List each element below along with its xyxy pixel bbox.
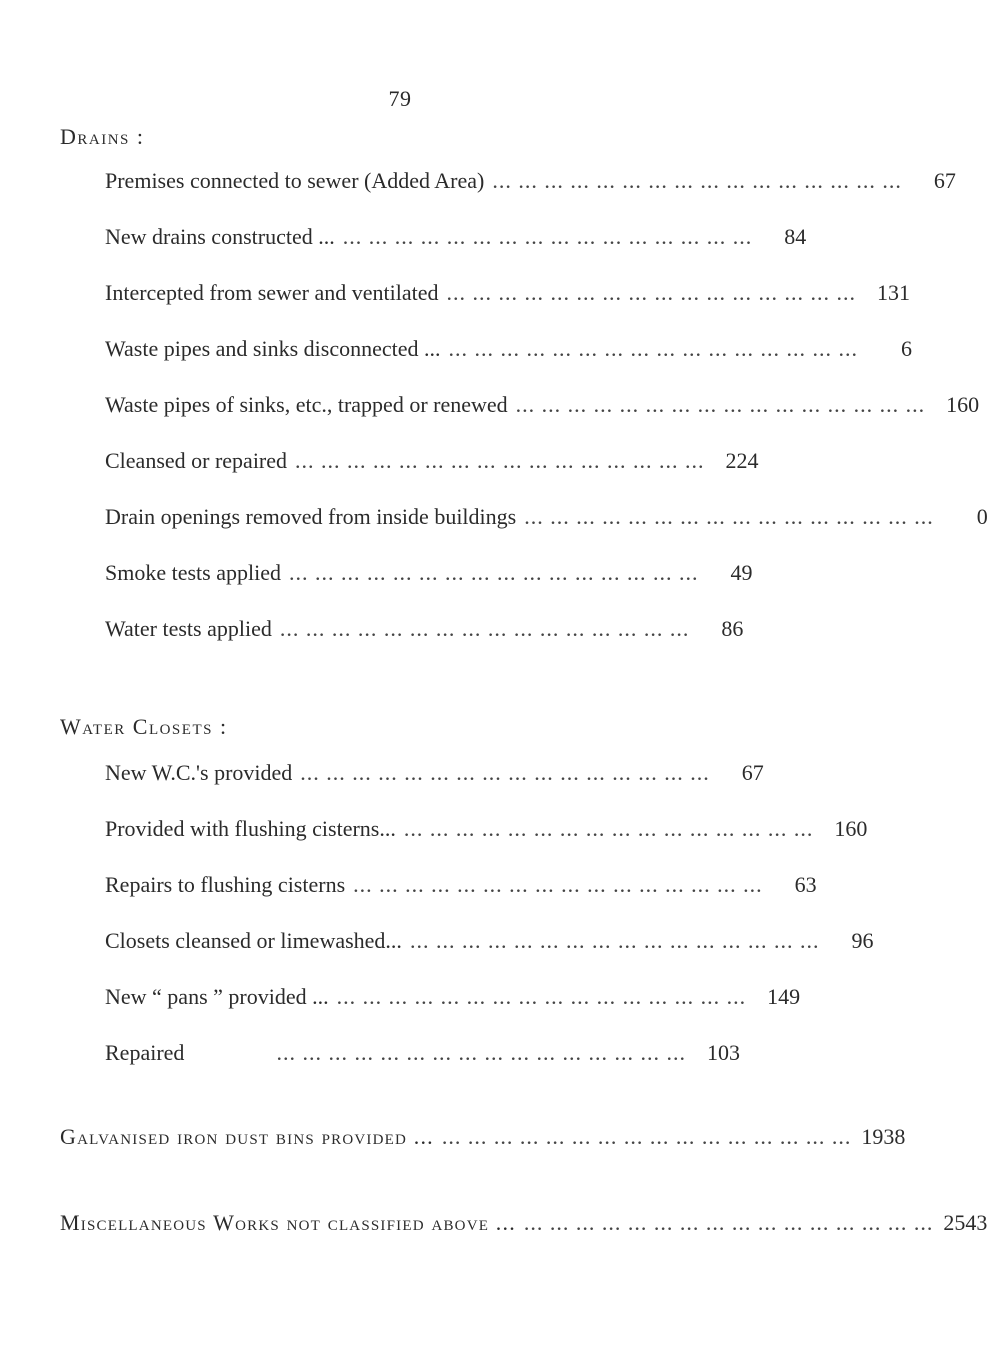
dot-leader: ... ... ... ... ... ... ... ... ... ... ... ... ... ... ... ... <box>409 928 820 953</box>
dot-leader: ... ... ... ... ... ... ... ... ... ... ... ... ... ... ... ... <box>524 504 934 529</box>
drains-row-intercepted <box>105 280 911 310</box>
wc-row-cistern-repairs <box>105 872 817 902</box>
row-value: 149 <box>767 984 801 1009</box>
dot-leader: ... ... ... ... ... ... ... ... ... ... ... ... ... ... ... ... <box>448 336 858 361</box>
row-value: 2543 <box>943 1210 988 1235</box>
wc-row-new-pans <box>105 984 801 1014</box>
row-label: Water tests applied <box>105 616 272 641</box>
wc-row-limewashed <box>105 928 874 958</box>
row-label: Repaired <box>105 1040 185 1065</box>
page-number: 79 <box>388 86 412 111</box>
dot-leader: ... ... ... ... ... ... ... ... ... ... ... ... ... ... ... ... <box>288 560 699 585</box>
row-label: New drains constructed ... <box>105 224 335 249</box>
dot-leader: ... ... ... ... ... ... ... ... ... ... ... ... ... ... ... ... <box>403 816 814 841</box>
row-value: 224 <box>725 448 759 473</box>
dot-leader: ... ... ... ... ... ... ... ... ... ... ... ... ... ... ... ... <box>342 224 753 249</box>
row-value: 63 <box>794 872 817 897</box>
dot-leader: ... ... ... ... ... ... ... ... ... ... ... ... ... ... ... ... <box>441 1124 852 1149</box>
dot-leader: ... ... ... ... ... ... ... ... ... ... ... ... ... ... ... ... <box>300 760 710 785</box>
row-value: 84 <box>784 224 807 249</box>
row-label: Waste pipes of sinks, etc., trapped or renewed <box>105 392 508 417</box>
row-value: 103 <box>707 1040 740 1065</box>
row-label: Cleansed or repaired <box>105 448 288 473</box>
drains-row-cleansed <box>105 448 759 478</box>
row-label: Intercepted from sewer and ventilated <box>105 280 439 305</box>
dot-leader: ... ... ... ... ... ... ... ... ... ... ... ... ... ... ... ... <box>492 168 902 193</box>
row-label: Smoke tests applied <box>105 560 281 585</box>
row-value: 96 <box>851 928 874 953</box>
drains-row-new-drains <box>105 224 807 254</box>
dot-leader: ... ... ... ... ... ... ... ... ... ... ... ... ... ... ... ... <box>336 984 747 1009</box>
dot-leader: ... ... ... ... ... ... ... ... ... ... ... ... ... ... ... ... <box>515 392 926 417</box>
dot-leader: ... ... ... ... ... ... ... ... ... ... ... ... ... ... ... ... <box>523 1210 934 1235</box>
row-value: 49 <box>730 560 753 585</box>
row-value: 160 <box>834 816 868 841</box>
drains-row-water-tests <box>105 616 744 646</box>
row-label: New W.C.'s provided <box>105 760 293 785</box>
row-label: Closets cleansed or limewashed... <box>105 928 402 953</box>
row-label: Galvanised iron dust bins provided ... <box>60 1124 434 1149</box>
row-value: 0 <box>976 504 988 529</box>
dot-leader: ... ... ... ... ... ... ... ... ... ... ... ... ... ... ... ... <box>279 616 690 641</box>
drains-heading: Drains : <box>60 124 145 149</box>
dot-leader: ... ... ... ... ... ... ... ... ... ... ... ... ... ... ... ... <box>353 872 763 897</box>
galvanised-dust-bins-row <box>60 1124 906 1154</box>
row-value: 86 <box>721 616 744 641</box>
row-value: 131 <box>877 280 911 305</box>
row-value: 67 <box>741 760 764 785</box>
water-closets-heading: Water Closets : <box>60 714 228 739</box>
dot-leader: ... ... ... ... ... ... ... ... ... ... ... ... ... ... ... ... <box>295 448 705 473</box>
dot-leader: ... ... ... ... ... ... ... ... ... ... ... ... ... ... ... ... <box>446 280 857 305</box>
drains-row-waste-trapped <box>105 392 980 422</box>
drains-row-openings-removed <box>105 504 988 534</box>
row-label: New “ pans ” provided ... <box>105 984 329 1009</box>
miscellaneous-works-row <box>60 1210 988 1240</box>
row-value: 1938 <box>861 1124 906 1149</box>
drains-row-smoke-tests <box>105 560 753 590</box>
row-label: Repairs to flushing cisterns <box>105 872 346 897</box>
row-label: Provided with flushing cisterns... <box>105 816 396 841</box>
wc-row-repaired <box>105 1040 740 1070</box>
dot-leader: ... ... ... ... ... ... ... ... ... ... ... ... ... ... ... ... <box>276 1040 686 1065</box>
wc-row-flushing-cisterns <box>105 816 868 846</box>
row-value: 6 <box>901 336 912 361</box>
wc-row-new-provided <box>105 760 764 790</box>
row-value: 67 <box>933 168 956 193</box>
row-label: Waste pipes and sinks disconnected ... <box>105 336 441 361</box>
drains-row-sewer-connections <box>105 168 956 198</box>
row-value: 160 <box>946 392 980 417</box>
row-label: Drain openings removed from inside buildings <box>105 504 517 529</box>
drains-row-waste-disconnected <box>105 336 912 366</box>
row-label: Miscellaneous Works not classified above ... <box>60 1210 516 1235</box>
row-label: Premises connected to sewer (Added Area) <box>105 168 485 193</box>
